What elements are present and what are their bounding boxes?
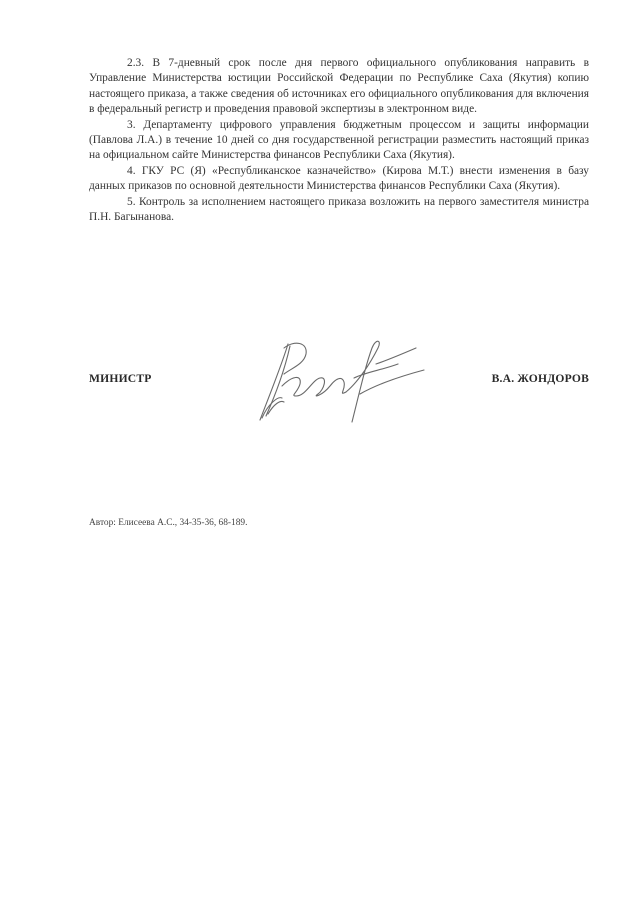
- paragraph-2-3: 2.3. В 7-дневный срок после дня первого официального опубликования направить в Управление Министерства юстиции Российской Федерации по Республике Саха (Якутия) копию настоящего приказа, а также сведения об источниках его официального опубликования для включения в федеральный регистр и проведения правовой экспертизы в электронном виде.: [89, 57, 589, 116]
- handwritten-signature: [248, 334, 438, 434]
- paragraph-5: 5. Контроль за исполнением настоящего приказа возложить на первого заместителя министра П.Н. Багынанова.: [89, 195, 589, 224]
- paragraph-4: 4. ГКУ РС (Я) «Республиканское казначейство» (Кирова М.Т.) внести изменения в базу данных приказов по основной деятельности Министерства финансов Республики Саха (Якутия).: [89, 164, 589, 193]
- paragraph-3: 3. Департаменту цифрового управления бюджетным процессом и защиты информации (Павлова Л.А.) в течение 10 дней со дня государственной регистрации разместить настоящий приказ на официальном сайте Министерства финансов Республики Саха (Якутия).: [89, 118, 589, 162]
- author-line: Автор: Елисеева А.С., 34-35-36, 68-189.: [89, 518, 248, 528]
- signatory-title: МИНИСТР: [89, 372, 152, 385]
- signatory-name: В.А. ЖОНДОРОВ: [491, 372, 589, 385]
- document-body: [89, 56, 589, 225]
